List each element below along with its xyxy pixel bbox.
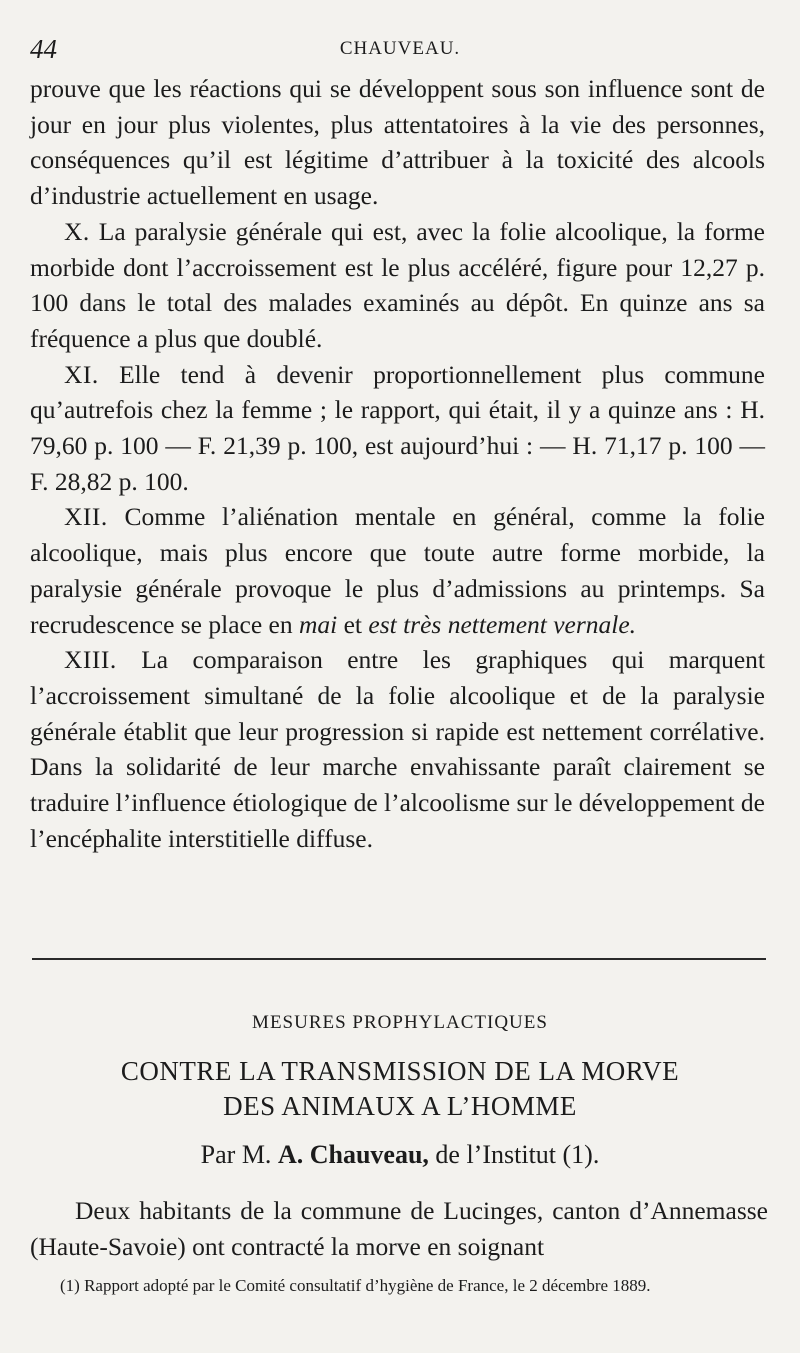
- conclusion-numeral: XI.: [64, 359, 99, 389]
- article-first-paragraph: Deux habitants de la commune de Lucinges, canton d’Annemasse (Haute-Savoie) ont contracté la morve en soignant: [30, 1196, 768, 1261]
- author-name: A. Chauveau,: [277, 1140, 429, 1169]
- conclusion-xi: [30, 357, 765, 500]
- conclusion-x: [30, 214, 765, 357]
- section-divider: [32, 958, 766, 960]
- conclusion-text: Elle tend à devenir proportionnellement plus commune qu’autrefois chez la femme ; le rapport, qui était, il y a quinze ans : H. 79,60 p. 100 — F. 21,39 p. 100, est aujourd’hui : — H. 71,17 p. 100 — F. 28,82 p. 100.: [30, 359, 765, 496]
- byline-prefix: Par M.: [200, 1140, 272, 1169]
- conclusion-numeral: XIII.: [64, 645, 117, 675]
- footnote: [30, 1274, 770, 1298]
- conclusion-xiii: [30, 642, 765, 856]
- conclusion-text: La paralysie générale qui est, avec la folie alcoolique, la forme morbide dont l’accroissement est le plus accéléré, figure pour 12,27 p. 100 dans le total des malades examinés au dépôt. En quinze ans sa fréquence a plus que doublé.: [30, 216, 766, 353]
- byline: [0, 1140, 800, 1170]
- footnote-text: (1) Rapport adopté par le Comité consultatif d’hygiène de France, le 2 décembre 1889.: [60, 1276, 651, 1295]
- connector-word: et: [343, 609, 363, 639]
- article-title-line-2: DES ANIMAUX A L’HOMME: [223, 1091, 577, 1121]
- conclusion-numeral: X.: [64, 216, 90, 246]
- article-title: [0, 1054, 800, 1124]
- conclusion-numeral: XII.: [64, 502, 108, 532]
- running-head: [30, 34, 770, 64]
- conclusion-text: Comme l’aliénation mentale en général, comme la folie alcoolique, mais plus encore que toute autre forme morbide, la paralysie générale provoque le plus d’admissions au printemps. Sa recrudescence se place en: [30, 502, 765, 639]
- article-title-line-1: CONTRE LA TRANSMISSION DE LA MORVE: [120, 1056, 680, 1086]
- byline-suffix: de l’Institut (1).: [435, 1140, 600, 1169]
- page-number: 44: [30, 34, 57, 64]
- running-title: CHAUVEAU.: [339, 38, 461, 59]
- continuation-paragraph: prouve que les réactions qui se développent sous son influence sont de jour en jour plus violentes, plus attentatoires à la vie des personnes, conséquences qu’il est légitime d’attribuer à la toxicité des alcools d’industrie actuellement en usage.: [30, 74, 765, 211]
- article-kicker: MESURES PROPHYLACTIQUES: [252, 1012, 548, 1033]
- conclusion-text: La comparaison entre les graphiques qui marquent l’accroissement simultané de la folie alcoolique et de la paralysie générale établit que leur progression si rapide est nettement corrélative. Dans la solidarité de leur marche envahissante paraît clairement se traduire l’influence étiologique de l’alcoolisme sur le développement de l’encéphalite interstitielle diffuse.: [30, 645, 766, 853]
- article-body: [30, 1193, 768, 1264]
- conclusions-text: [30, 71, 765, 856]
- emphasis-month: mai: [298, 609, 338, 639]
- emphasis-vernale: est très nettement vernale.: [368, 609, 637, 639]
- conclusion-xii: [30, 499, 765, 642]
